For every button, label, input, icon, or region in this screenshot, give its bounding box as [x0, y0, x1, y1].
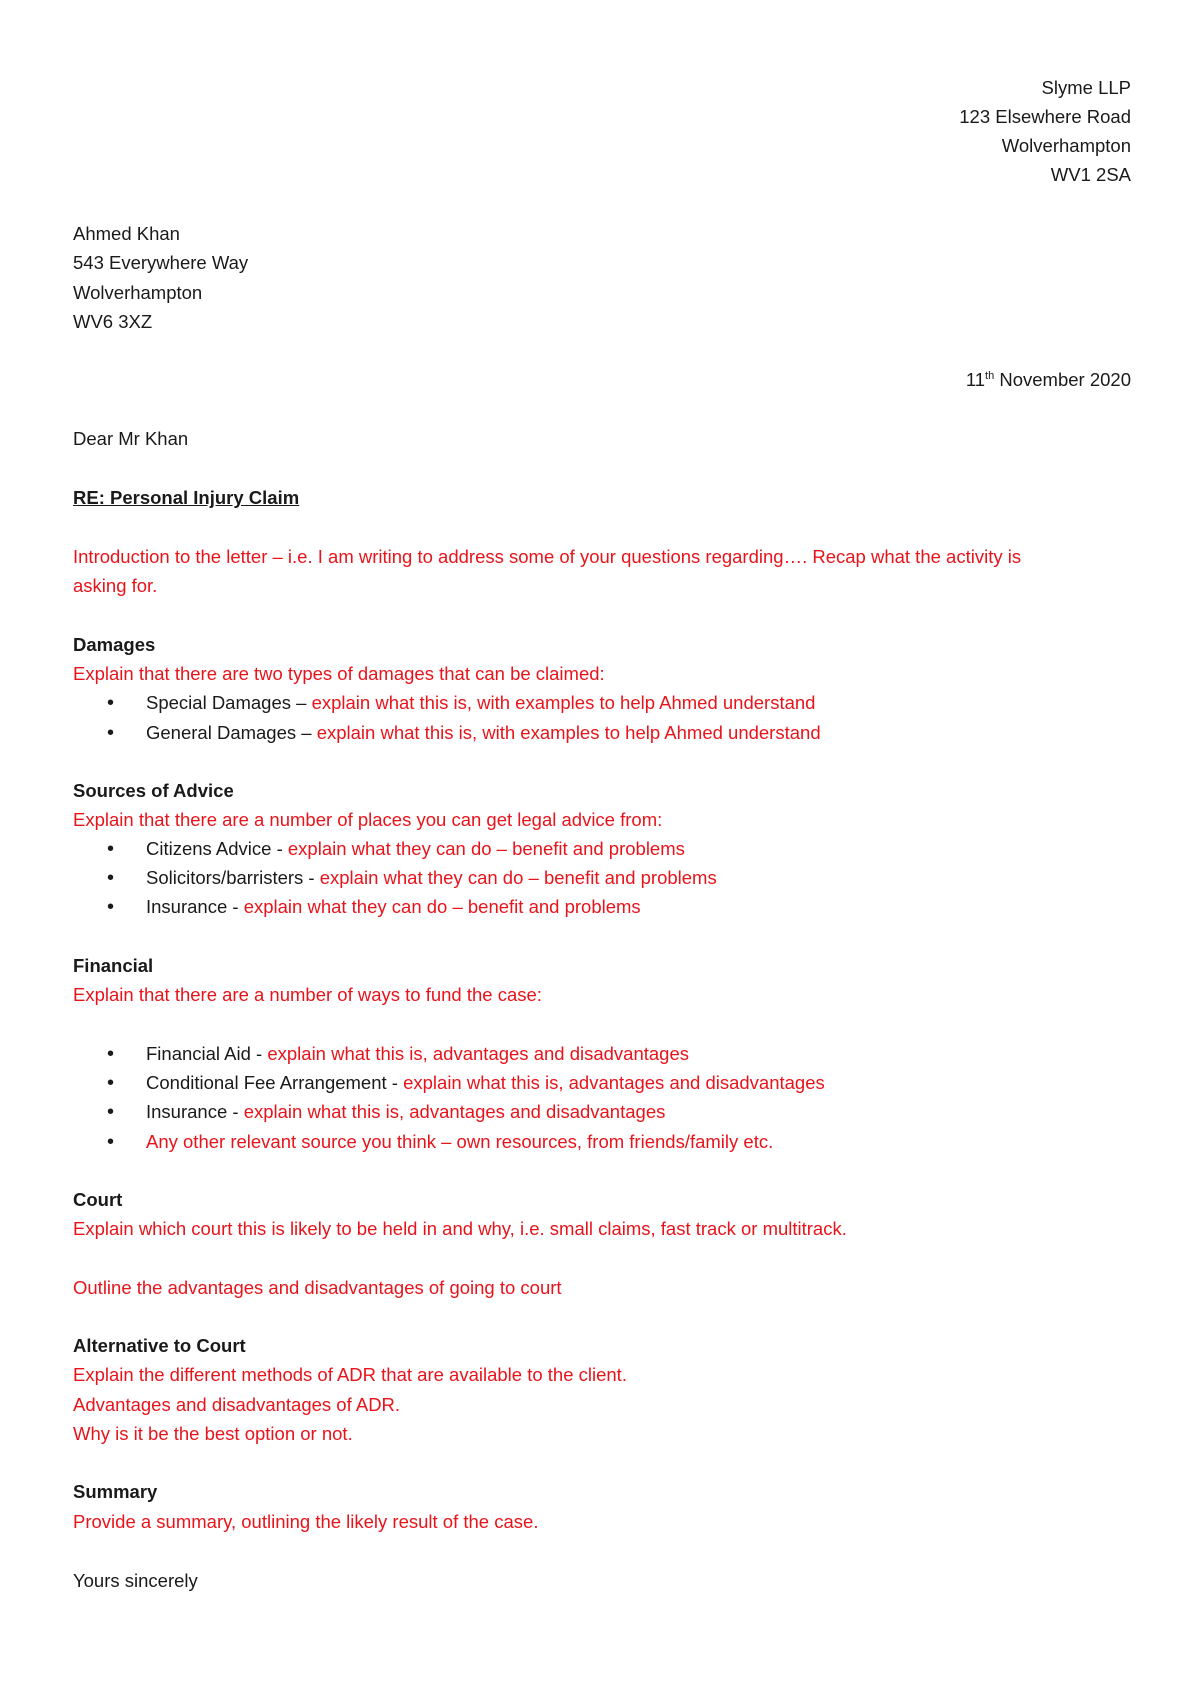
- advice-text: Explain that there are a number of places you can get legal advice from:: [73, 809, 663, 830]
- bullet-icon: •: [107, 722, 115, 744]
- intro-line-2: asking for.: [73, 575, 158, 596]
- list-item-note: explain what this is, advantages and disadvantages: [267, 1043, 690, 1064]
- sender-name: Slyme LLP: [1041, 77, 1131, 98]
- adr-line-3: Why is it be the best option or not.: [73, 1423, 353, 1444]
- list-item-label: Conditional Fee Arrangement -: [146, 1072, 404, 1093]
- sender-city: Wolverhampton: [1001, 135, 1131, 156]
- salutation: Dear Mr Khan: [73, 428, 189, 449]
- court-heading: Court: [73, 1189, 123, 1210]
- list-item: [146, 721, 821, 745]
- bullet-icon: •: [107, 692, 115, 714]
- sender-street: 123 Elsewhere Road: [959, 106, 1131, 127]
- intro-line-1: Introduction to the letter – i.e. I am writing to address some of your questions regarding…. Recap what the activity is: [73, 546, 1022, 567]
- list-item: [146, 1042, 689, 1066]
- adr-line-2: Advantages and disadvantages of ADR.: [73, 1394, 401, 1415]
- bullet-icon: •: [107, 1072, 115, 1094]
- list-item-label: Insurance -: [146, 1101, 244, 1122]
- bullet-icon: •: [107, 1101, 115, 1123]
- advice-heading: Sources of Advice: [73, 780, 234, 801]
- summary-text: Provide a summary, outlining the likely result of the case.: [73, 1511, 539, 1532]
- subject-line: RE: Personal Injury Claim: [73, 487, 300, 508]
- list-item: [146, 895, 641, 919]
- adr-heading: Alternative to Court: [73, 1335, 246, 1356]
- damages-text: Explain that there are two types of damages that can be claimed:: [73, 663, 605, 684]
- list-item-note: explain what they can do – benefit and problems: [319, 867, 717, 888]
- bullet-icon: •: [107, 1043, 115, 1065]
- list-item-note: explain what this is, advantages and disadvantages: [243, 1101, 666, 1122]
- list-item: [146, 1100, 665, 1124]
- recipient-name: Ahmed Khan: [73, 223, 180, 244]
- list-item-label: Special Damages –: [146, 692, 312, 713]
- financial-text: Explain that there are a number of ways to fund the case:: [73, 984, 542, 1005]
- bullet-icon: •: [107, 896, 115, 918]
- list-item-label: Solicitors/barristers -: [146, 867, 320, 888]
- list-item-label: Financial Aid -: [146, 1043, 268, 1064]
- list-item-note: explain what this is, with examples to help Ahmed understand: [311, 692, 816, 713]
- sender-postcode: WV1 2SA: [1050, 164, 1131, 185]
- financial-heading: Financial: [73, 955, 154, 976]
- bullet-icon: •: [107, 867, 115, 889]
- recipient-street: 543 Everywhere Way: [73, 252, 249, 273]
- list-item-label: Insurance -: [146, 896, 244, 917]
- list-item-label: Citizens Advice -: [146, 838, 288, 859]
- list-item: [146, 866, 717, 890]
- list-item-note: explain what they can do – benefit and problems: [243, 896, 641, 917]
- date-day: 11: [965, 369, 986, 390]
- recipient-city: Wolverhampton: [73, 282, 203, 303]
- date-suffix: th: [985, 369, 995, 382]
- list-item: [146, 691, 815, 715]
- date-rest: November 2020: [994, 369, 1131, 390]
- closing: Yours sincerely: [73, 1570, 198, 1591]
- court-text-1: Explain which court this is likely to be held in and why, i.e. small claims, fast track or multitrack.: [73, 1218, 847, 1239]
- bullet-icon: •: [107, 838, 115, 860]
- summary-heading: Summary: [73, 1481, 158, 1502]
- list-item: [146, 1071, 825, 1095]
- list-item-label: General Damages –: [146, 722, 317, 743]
- list-item-note: explain what this is, with examples to help Ahmed understand: [316, 722, 821, 743]
- list-item-note: explain what this is, advantages and disadvantages: [403, 1072, 825, 1093]
- court-text-2: Outline the advantages and disadvantages of going to court: [73, 1277, 562, 1298]
- adr-line-1: Explain the different methods of ADR that are available to the client.: [73, 1364, 627, 1385]
- bullet-icon: •: [107, 1131, 115, 1153]
- list-item: [146, 1130, 773, 1154]
- letter-date: [966, 368, 1131, 392]
- list-item: [146, 837, 685, 861]
- list-item-note: explain what they can do – benefit and problems: [287, 838, 685, 859]
- list-item-note: Any other relevant source you think – own resources, from friends/family etc.: [146, 1131, 774, 1152]
- recipient-postcode: WV6 3XZ: [73, 311, 153, 332]
- damages-heading: Damages: [73, 634, 156, 655]
